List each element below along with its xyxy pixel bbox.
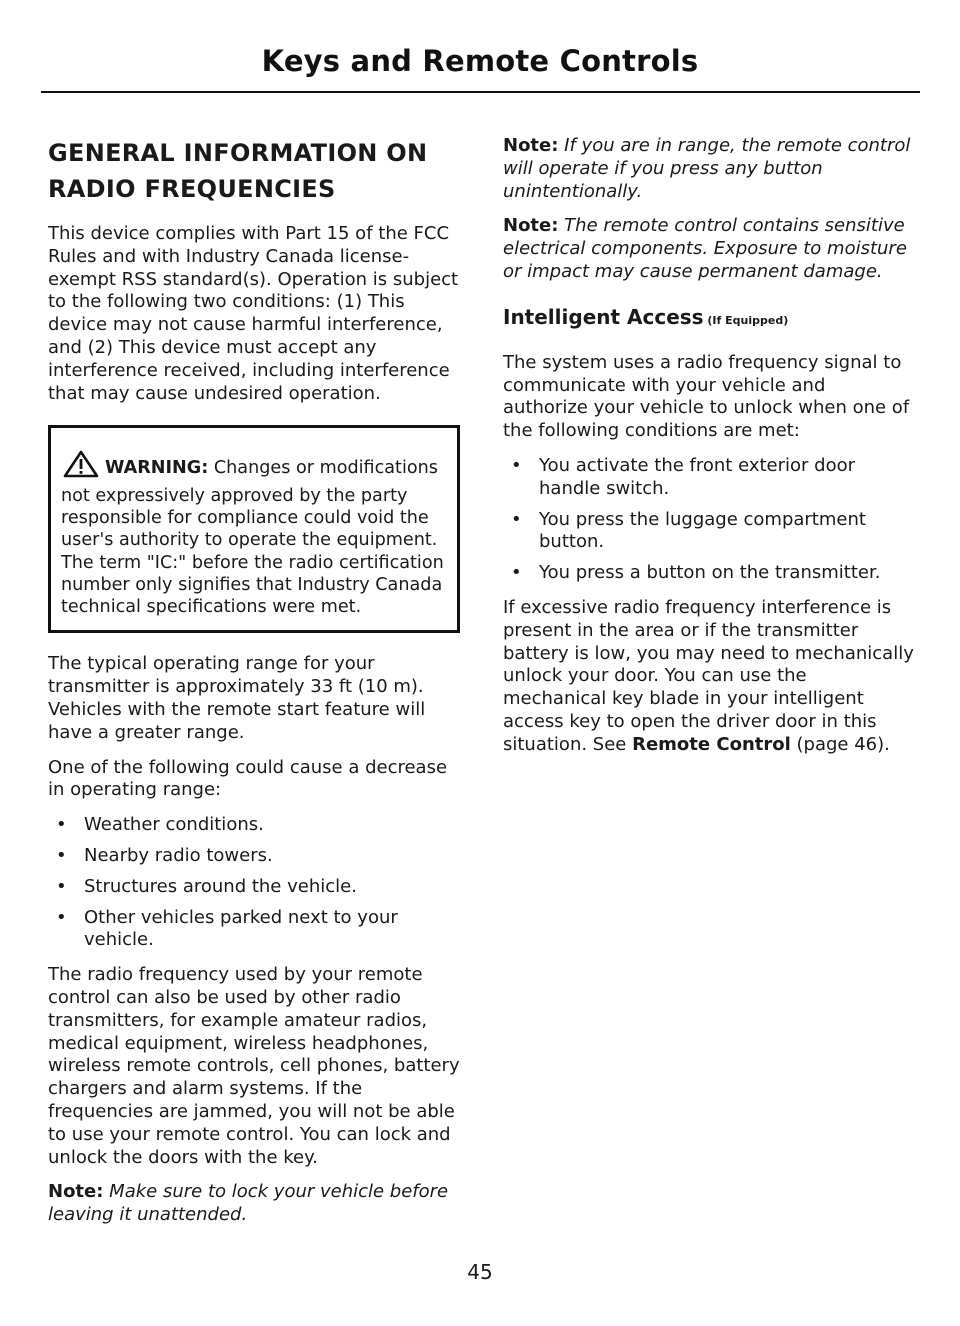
frequency-paragraph: The radio frequency used by your remote control can also be used by other radio transmitters, for example amateur radios, medical equipment, wireless headphones, wireless remote controls, cell phones, battery chargers and alarm systems. If the frequencies are jammed, you will not be able to use your remote control. You can lock and unlock the doors with the key. bbox=[48, 964, 460, 1168]
range-paragraph: The typical operating range for your transmitter is approximately 33 ft (10 m). Vehicles with the remote start feature will have a greater range. bbox=[48, 653, 426, 743]
list-item: • Other vehicles parked next to your vehicle. bbox=[56, 906, 398, 951]
list-item: • You press the luggage compartment button. bbox=[511, 508, 866, 553]
note-paragraph bbox=[48, 1181, 460, 1227]
warning-triangle-icon bbox=[63, 450, 99, 484]
note-label: Note: bbox=[503, 215, 559, 237]
page-header-title: Keys and Remote Controls bbox=[261, 44, 699, 78]
list-item: • Weather conditions. bbox=[56, 814, 264, 836]
decrease-intro: One of the following could cause a decrease in operating range: bbox=[48, 756, 448, 801]
note-label: Note: bbox=[503, 135, 559, 156]
list-item: • Structures around the vehicle. bbox=[56, 875, 357, 897]
ia-conditions-list bbox=[503, 455, 915, 585]
left-column bbox=[48, 135, 460, 1239]
list-item: • Nearby radio towers. bbox=[56, 845, 273, 867]
bullet: • bbox=[56, 845, 67, 867]
bullet: • bbox=[56, 906, 67, 928]
warning-box bbox=[48, 425, 460, 633]
intelligent-access-heading: Intelligent Access (If Equipped) bbox=[503, 304, 789, 329]
intro-paragraph: This device complies with Part 15 of the FCC Rules and with Industry Canada license-exempt RSS standard(s). Operation is subject to the following two conditions: (1) This device may not cause harmful interference, and (2) This device must accept any interference received, including interference that may cause undesired operation. bbox=[48, 223, 459, 404]
right-column bbox=[503, 135, 915, 769]
page-reference: (page 46). bbox=[790, 733, 890, 755]
warning-label: WARNING: bbox=[105, 458, 209, 479]
page-number: 45 bbox=[467, 1260, 493, 1284]
bullet: • bbox=[56, 814, 67, 836]
section-heading-line1: GENERAL INFORMATION ON bbox=[48, 139, 428, 167]
note-paragraph-2 bbox=[503, 215, 915, 283]
note-label: Note: bbox=[48, 1181, 104, 1203]
section-heading bbox=[48, 135, 460, 207]
list-item: • You activate the front exterior door handle switch. bbox=[511, 454, 856, 499]
list-item: • You press a button on the transmitter. bbox=[511, 562, 881, 584]
interference-paragraph: If excessive radio frequency interference is present in the area or if the transmitter battery is low, you may need to mechanically unlock your door. You can use the mechanical key blade in your intelligent access key to open the driver door in this situation. See Remote Control (page 46). bbox=[503, 596, 914, 755]
decrease-list bbox=[48, 814, 460, 952]
header-rule bbox=[41, 91, 920, 93]
note-text: If you are in range, the remote control will operate if you press any button unintentionally. bbox=[503, 135, 911, 202]
ia-intro-paragraph: The system uses a radio frequency signal to communicate with your vehicle and authorize your vehicle to unlock when one of the following conditions are met: bbox=[503, 351, 910, 442]
note-text: The remote control contains sensitive electrical components. Exposure to moisture or impact may cause permanent damage. bbox=[503, 215, 907, 282]
equipped-qualifier: (If Equipped) bbox=[703, 313, 789, 327]
bullet: • bbox=[511, 562, 522, 584]
note-text: Make sure to lock your vehicle before leaving it unattended. bbox=[48, 1181, 449, 1226]
bullet: • bbox=[56, 875, 67, 897]
section-heading-line2: RADIO FREQUENCIES bbox=[48, 175, 336, 203]
bullet: • bbox=[511, 454, 522, 476]
warning-text: Changes or modifications not expressively approved by the party responsible for compliance could void the user's authority to operate the equipment. The term "IC:" before the radio certification number only signifies that Industry Canada technical specifications were met. bbox=[61, 458, 444, 618]
note-paragraph-1 bbox=[503, 135, 915, 203]
remote-control-link[interactable]: Remote Control bbox=[632, 733, 791, 755]
bullet: • bbox=[511, 508, 522, 530]
